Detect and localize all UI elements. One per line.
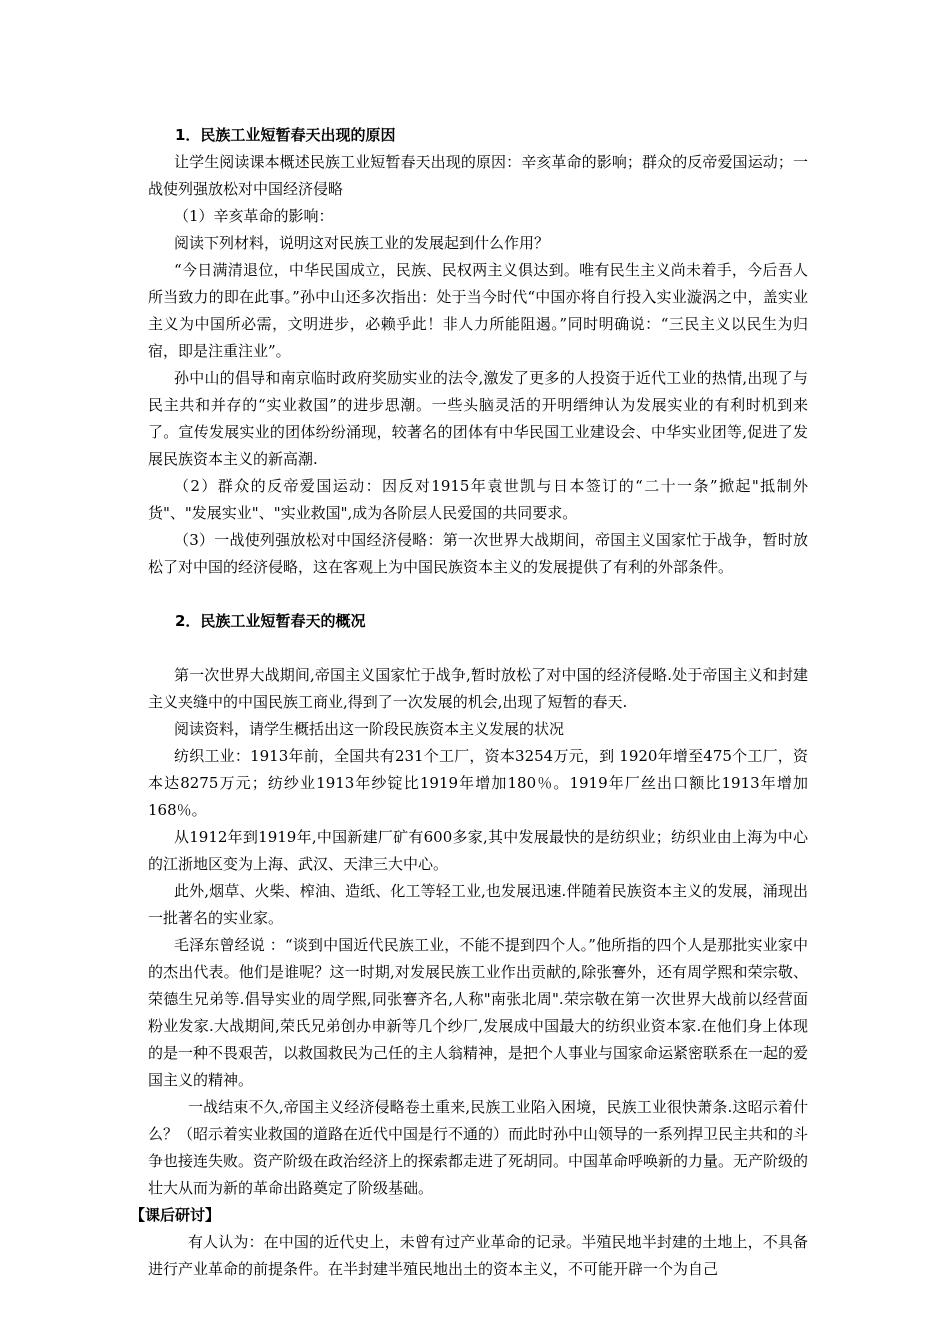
paragraph: 此外,烟草、火柴、榨油、造纸、化工等轻工业,也发展迅速.伴随着民族资本主义的发展，涌现出一批著名的实业家。 — [148, 882, 808, 927]
subheading-patriotic-movement: （2）群众的反帝爱国运动：因反对1915年袁世凯与日本签订的“二十一条”掀起"抵制外货"、"发展实业"、"实业救国",成为各阶层人民爱国的共同要求。 — [148, 477, 808, 522]
subheading-xinhai: （1）辛亥革命的影响： — [174, 207, 334, 225]
paragraph: 孙中山的倡导和南京临时政府奖励实业的法令,激发了更多的人投资于近代工业的热情,出现了与民主共和并存的“实业救国”的进步思潮。一些头脑灵活的开明缙绅认为发展实业的有利时机到来了。宣传发展实业的团体纷纷涌现，较著名的团体有中华民国工业建设会、中华实业团等,促进了发展民族资本主义的新高潮. — [148, 369, 808, 468]
section-heading-after-class: 【课后研讨】 — [130, 1206, 221, 1224]
spacer — [148, 635, 808, 662]
section-heading-overview: 2．民族工业短暂春天的概况 — [175, 612, 366, 630]
paragraph: 阅读下列材料，说明这对民族工业的发展起到什么作用？ — [174, 234, 550, 252]
subheading-ww1: （3）一战使列强放松对中国经济侵略：第一次世界大战期间，帝国主义国家忙于战争，暂时放松了对中国的经济侵略，这在客观上为中国民族资本主义的发展提供了有利的外部条件。 — [148, 531, 808, 576]
paragraph: 让学生阅读课本概述民族工业短暂春天出现的原因：辛亥革命的影响；群众的反帝爱国运动；一战使列强放松对中国经济侵略 — [148, 153, 808, 198]
section-heading-causes: 1．民族工业短暂春天出现的原因 — [175, 126, 396, 144]
document-page — [130, 122, 809, 1283]
paragraph-mao-quote: 毛泽东曾经说 ：“谈到中国近代民族工业，不能不提到四个人。”他所指的四个人是那批实业家中的杰出代表。他们是谁呢？这一时期,对发展民族工业作出贡献的,除张謇外，还有周学熙和荣宗敬、荣德生兄弟等.倡导实业的周学熙,同张謇齐名,人称"南张北周".荣宗敬在第一次世界大战前以经营面粉业发家.大战期间,荣氏兄弟创办申新等几个纱厂,发展成中国最大的纺织业资本家.在他们身上体现的是一种不畏艰苦，以救国救民为己任的主人翁精神，是把个人事业与国家命运紧密联系在一起的爱国主义的精神。 — [148, 936, 809, 1089]
paragraph-textile-stats: 纺织工业：1913年前，全国共有231个工厂，资本3254万元，到 1920年增至475个工厂，资本达8275万元；纺纱业1913年纱锭比1919年增加180％。1919年厂丝出口额比1913年增加168％。 — [148, 747, 808, 819]
paragraph: 阅读资料，请学生概括出这一阶段民族资本主义发展的状况 — [174, 720, 565, 738]
paragraph: 从1912年到1919年,中国新建厂矿有600多家,其中发展最快的是纺织业；纺织业由上海为中心的江浙地区变为上海、武汉、天津三大中心。 — [148, 828, 808, 873]
paragraph: 一战结束不久,帝国主义经济侵略卷土重来,民族工业陷入困境，民族工业很快萧条.这昭示着什么？（昭示着实业救国的道路在近代中国是行不通的）而此时孙中山领导的一系列捍卫民主共和的斗争也接连失败。资产阶级在政治经济上的探索都走进了死胡同。中国革命呼唤新的力量。无产阶级的壮大从而为新的革命出路奠定了阶级基础。 — [148, 1098, 809, 1197]
paragraph: 有人认为：在中国的近代史上，未曾有过产业革命的记录。半殖民地半封建的土地上，不具备进行产业革命的前提条件。在半封建半殖民地出土的资本主义，不可能开辟一个为自己 — [148, 1233, 808, 1278]
paragraph: 第一次世界大战期间,帝国主义国家忙于战争,暂时放松了对中国的经济侵略.处于帝国主义和封建主义夹缝中的中国民族工商业,得到了一次发展的机会,出现了短暂的春天. — [148, 666, 808, 711]
quotation-paragraph: “今日满清退位，中华民国成立，民族、民权两主义俱达到。唯有民生主义尚未着手，今后吾人所当致力的即在此事。”孙中山还多次指出：处于当今时代“中国亦将自行投入实业漩涡之中，盖实业主义为中国所必需，文明进步，必赖乎此！非人力所能阻遏。”同时明确说：“三民主义以民生为归宿，即是注重注业”。 — [148, 261, 808, 360]
spacer — [148, 581, 808, 608]
